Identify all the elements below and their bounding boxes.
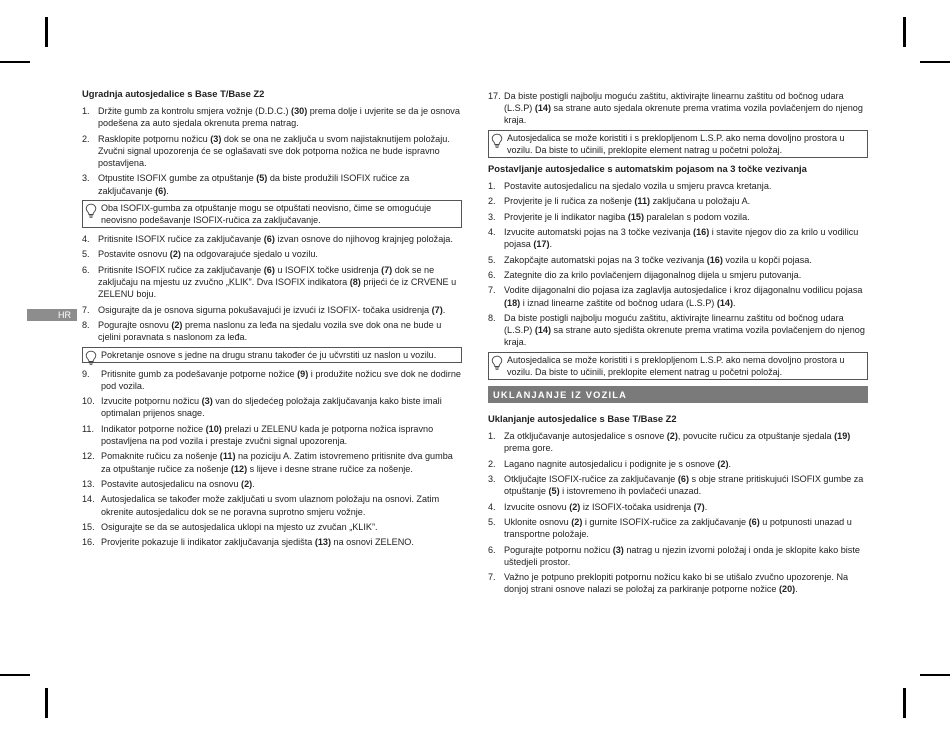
reference-number: (16) [706,254,723,265]
item-text: prema gore. [504,443,554,454]
list-item [82,105,462,129]
item-number: 1. [82,106,90,116]
item-text: Držite gumb za kontrolu smjera vožnje (D.D.C.) [98,106,292,116]
item-text: Osigurajte se da se autosjedalica uklopi na mjesto uz zvučan „KLIK”. [101,521,378,532]
item-text: iz ISOFIX-točaka usidrenja [580,501,694,512]
reference-number: (2) [569,501,581,512]
right-column [488,90,868,599]
lightbulb-icon [491,355,503,371]
crop-mark [920,61,950,63]
item-number: 10. [82,396,95,407]
reference-number: (16) [693,226,710,237]
item-text: . [442,304,446,315]
reference-number: (6) [263,264,275,275]
list-item [82,304,462,316]
item-text: Rasklopite potpornu nožicu [98,133,211,144]
item-number: 8. [82,319,90,330]
crop-mark [903,688,906,718]
crop-mark [45,688,48,718]
item-text: da biste produžili ISOFIX ručice za zaključavanje [98,173,410,196]
left-column [82,88,462,552]
reference-number: (13) [314,537,331,548]
reference-number: (19) [834,430,851,441]
item-text: u potpunosti unazad u transportne položaje. [504,516,852,540]
item-number: 14. [82,494,95,505]
item-text: u ISOFIX točke usidrenja [274,264,382,275]
crop-mark [0,674,30,676]
item-text: Vodite dijagonalni dio pojasa iza zaglavlja autosjedalice i kroz dijagonalnu vodilicu pojasa [504,285,863,296]
reference-number: (18) [504,297,521,308]
list-item [488,284,868,308]
reference-number: (2) [169,249,181,260]
item-number: 9. [82,368,90,379]
reference-number: (2) [666,430,678,441]
item-number: 3. [488,473,496,484]
lightbulb-icon [85,203,97,219]
item-number: 6. [488,544,496,555]
item-text: i iznad linearne zaštite od bočnog udara (L.S.P) [520,297,717,308]
item-number: 4. [488,501,496,512]
item-text: . [549,239,553,250]
item-text: . [795,584,798,595]
list-item [488,90,868,127]
note-text: Pokretanje osnove s jedne na drugu stranu također će ju učvrstiti uz naslon u vozilu. [101,349,437,360]
reference-number: (2) [241,478,253,489]
item-text: Da biste postigli najbolju moguću zaštitu, aktivirajte linearnu zaštitu od bočnog udara (L.S.P) [504,312,844,336]
item-number: 5. [488,254,496,265]
item-text: i istovremeno ih povlačeći unazad. [559,486,702,497]
list-item [82,536,462,548]
item-text: Uklonite osnovu [504,516,572,527]
item-text: na osnovi ZELENO. [330,537,414,548]
list-item [488,516,868,540]
item-number: 6. [488,269,496,280]
item-text: Osigurajte da je osnova sigurna pokušavajući je izvući iz ISOFIX- točaka usidrenja [98,304,432,315]
item-text: . [166,185,169,196]
item-text: s obje strane pritiskujući ISOFIX gumbe za otpuštanje [504,473,864,497]
reference-number: (5) [548,486,560,497]
item-number: 17. [488,91,501,101]
list-item [488,458,868,470]
list-item [488,544,868,568]
item-text: dok se ona ne zaključa u svom najistaknutijem položaju. Zvučni signal upozorenja će se oglašavati sve dok potporna nožica ne bude ispravno postavljena. [98,133,450,168]
item-text: s lijeve i desne strane ručice za nošenje. [247,463,413,474]
list-item [488,211,868,223]
note-text: Oba ISOFIX-gumba za otpuštanje mogu se otpuštati neovisno, čime se omogućuje neovisno podešavanje ISOFIX-ručica za zaključavanje. [101,202,432,225]
item-text: Važno je potpuno preklopiti potpornu nožicu kako bi se utišalo zvučno upozorenje. Na donjoj strani osnove nalazi se položaj za parkiranje potporne nožice [504,572,849,595]
item-text: i produžite nožicu sve dok ne dodirne pod vozila. [101,368,461,391]
reference-number: (3) [201,396,213,407]
item-text: Indikator potporne nožice [101,423,206,434]
reference-number: (15) [627,211,645,222]
item-number: 3. [488,211,496,222]
item-text: Lagano nagnite autosjedalicu i podignite je s osnove [504,458,718,469]
item-text: zaključana u položaju A. [650,196,751,207]
section-heading: Uklanjanje autosjedalice s Base T/Base Z2 [488,412,677,424]
reference-number: (6) [677,473,689,484]
reference-number: (2) [171,319,183,330]
item-text: . [728,458,732,469]
language-tab: HR [27,309,77,321]
list-item [488,254,868,266]
steps-list [82,105,462,197]
item-text: na poziciju A. Zatim istovremeno pritisnite dva gumba za otpuštanje ručice za nošenje [101,451,453,474]
lightbulb-icon [85,350,97,366]
reference-number: (3) [612,544,624,555]
item-text: Autosjedalica se također može zaključati u svom ulaznom položaju na osnovi. Zatim okrenite autosjedalicu dok se ne poravna suprotno smjeru vožnje. [101,494,440,517]
item-text: Izvucite osnovu [504,501,570,512]
list-item [82,172,462,196]
note-box [82,347,462,363]
list-item [488,226,868,250]
item-text: sa strane auto sjedala okrenute prema vratima vozila povlačenjem do njenog kraja. [504,103,863,126]
reference-number: (7) [693,501,705,512]
list-item [488,312,868,349]
item-text: Provjerite je li indikator nagiba [504,211,628,222]
list-item [82,368,462,392]
item-text: vozila u kopči pojasa. [722,254,812,265]
reference-number: (14) [534,103,551,114]
reference-number: (6) [155,185,167,196]
item-text: Pomaknite ručicu za nošenje [101,451,220,462]
item-number: 7. [82,304,90,315]
item-text: natrag u njezin izvorni položaj i onda je sklopite kako biste uštedjeli prostor. [504,544,860,567]
item-text: i stavite njegov dio za krilo u vodilicu pojasa [504,226,859,250]
note-box [82,200,462,228]
reference-number: (30) [291,106,308,116]
item-text: Da biste postigli najbolju moguću zaštitu, aktivirajte linearnu zaštitu od bočnog udara (L.S.P) [504,91,844,114]
steps-list [82,233,462,343]
item-text: . [733,297,736,308]
item-number: 4. [82,233,90,244]
item-text: Izvucite potpornu nožicu [101,396,202,407]
list-item [82,248,462,260]
reference-number: (8) [349,276,361,287]
item-number: 8. [488,312,496,323]
reference-number: (14) [716,297,733,308]
item-text: prijeći će iz CRVENE u ZELENU boju. [98,276,457,300]
list-item [82,493,462,517]
list-item [82,521,462,533]
reference-number: (10) [205,423,222,434]
item-text: na odgovarajuće sjedalo u vozilu. [180,249,318,260]
item-text: dok se ne zaključaju na mjestu uz zvučno „KLIK”. Dva ISOFIX indikatora [98,264,435,287]
reference-number: (6) [263,233,275,244]
list-item [82,450,462,474]
item-text: Provjerite pokazuje li indikator zaključavanja sjedišta [101,537,315,548]
item-text: Pogurajte osnovu [98,319,172,330]
crop-mark [903,17,906,47]
section-heading: Postavljanje autosjedalice s automatskim pojasom na 3 točke vezivanja [488,162,807,174]
list-item [82,395,462,419]
lightbulb-icon [491,133,503,149]
reference-number: (11) [219,451,236,462]
list-item [488,195,868,207]
item-text: Postavite autosjedalicu na sjedalo vozila u smjeru pravca kretanja. [504,180,772,191]
item-number: 12. [82,451,95,462]
reference-number: (14) [534,325,551,336]
crop-mark [920,674,950,676]
reference-number: (9) [297,368,309,379]
reference-number: (5) [256,173,268,184]
item-text: prelazi u ZELENU kada je potporna nožica ispravno postavljena na pod vozila i prestaje zvučni signal upozorenja. [101,423,434,446]
reference-number: (17) [533,239,550,250]
item-number: 4. [488,226,496,237]
item-text: Otpustite ISOFIX gumbe za otpuštanje [98,173,257,184]
crop-mark [45,17,48,47]
item-number: 11. [82,423,94,434]
reference-number: (6) [748,516,760,527]
item-text: Pritisnite ISOFIX ručice za zaključavanje [98,233,264,244]
note-text: Autosjedalica se može koristiti i s preklopljenom L.S.P. ako nema dovoljno prostora u vozilu. Da biste to učinili, preklopite element natrag u početni položaj. [507,132,845,155]
item-text: Pritisnite gumb za podešavanje potporne nožice [101,368,298,379]
item-number: 16. [82,537,95,548]
item-text: i gurnite ISOFIX-ručice za zaključavanje [582,516,749,527]
item-text: Postavite osnovu [98,249,170,260]
item-text: Provjerite je li ručica za nošenje [504,196,635,207]
item-text: Pogurajte potpornu nožicu [504,544,613,555]
note-text: Autosjedalica se može koristiti i s preklopljenom L.S.P. ako nema dovoljno prostora u vozilu. Da biste to učinili, preklopite element natrag u početni položaj. [507,354,845,377]
steps-list [488,90,868,127]
item-number: 7. [488,285,496,296]
steps-list [488,180,868,349]
list-item [488,180,868,192]
reference-number: (12) [230,463,248,474]
item-text: Za otključavanje autosjedalice s osnove [504,430,667,441]
item-text: izvan osnove do njihovog krajnjeg položaja. [274,233,453,244]
list-item [82,233,462,245]
item-number: 15. [82,521,95,532]
item-text: Izvucite automatski pojas na 3 točke vezivanja [504,226,694,237]
reference-number: (3) [210,133,222,144]
item-number: 2. [488,458,496,469]
item-number: 5. [82,249,90,260]
list-item [488,473,868,497]
reference-number: (11) [634,196,651,207]
reference-number: (7) [431,304,443,315]
item-text: sa strane auto sjedišta okrenute prema vratima vozila povlačenjem do njenog kraja. [504,325,865,348]
item-number: 1. [488,430,496,441]
crop-mark [0,61,30,63]
item-number: 5. [488,516,496,527]
list-item [82,133,462,170]
item-text: Zakopčajte automatski pojas na 3 točke vezivanja [504,254,707,265]
section-heading: Ugradnja autosjedalice s Base T/Base Z2 [82,88,265,99]
item-number: 7. [488,572,496,583]
list-item [82,478,462,490]
list-item [82,423,462,447]
item-number: 2. [488,196,496,207]
item-number: 1. [488,180,496,191]
item-number: 3. [82,173,90,184]
item-text: van do sljedećeg položaja zaključavanja kako biste imali optimalan prijenos snage. [101,396,442,419]
item-number: 2. [82,133,90,144]
steps-list [488,430,868,596]
reference-number: (2) [571,516,583,527]
item-text: Otključajte ISOFIX-ručice za zaključavanje [504,473,678,484]
item-text: paralelan s podom vozila. [644,211,750,222]
list-item [82,264,462,301]
reference-number: (2) [717,458,729,469]
section-banner: UKLANJANJE IZ VOZILA [488,386,868,403]
steps-list [82,368,462,549]
list-item [488,269,868,281]
list-item [488,571,868,595]
item-text: prema dolje i uvjerite se da je osnova podešena za auto sjedala okrenuta prema natrag. [98,106,460,129]
reference-number: (7) [381,264,393,275]
item-text: Zategnite dio za krilo povlačenjem dijagonalnog dijela u smjeru putovanja. [504,269,802,280]
item-number: 13. [82,478,95,489]
item-text: Postavite autosjedalicu na osnovu [101,478,242,489]
reference-number: (20) [779,584,796,595]
item-text: . [704,501,708,512]
item-text: . [252,478,255,489]
item-text: Pritisnite ISOFIX ručice za zaključavanje [98,264,264,275]
list-item [488,430,868,454]
list-item [82,319,462,343]
item-text: , povucite ručicu za otpuštanje sjedala [677,430,835,441]
note-box [488,352,868,380]
note-box [488,130,868,158]
item-text: prema naslonu za leđa na sjedalu vozila sve dok ona ne bude u cjelini poravnata s naslonom za leđa. [98,319,442,343]
list-item [488,501,868,513]
item-number: 6. [82,264,90,275]
